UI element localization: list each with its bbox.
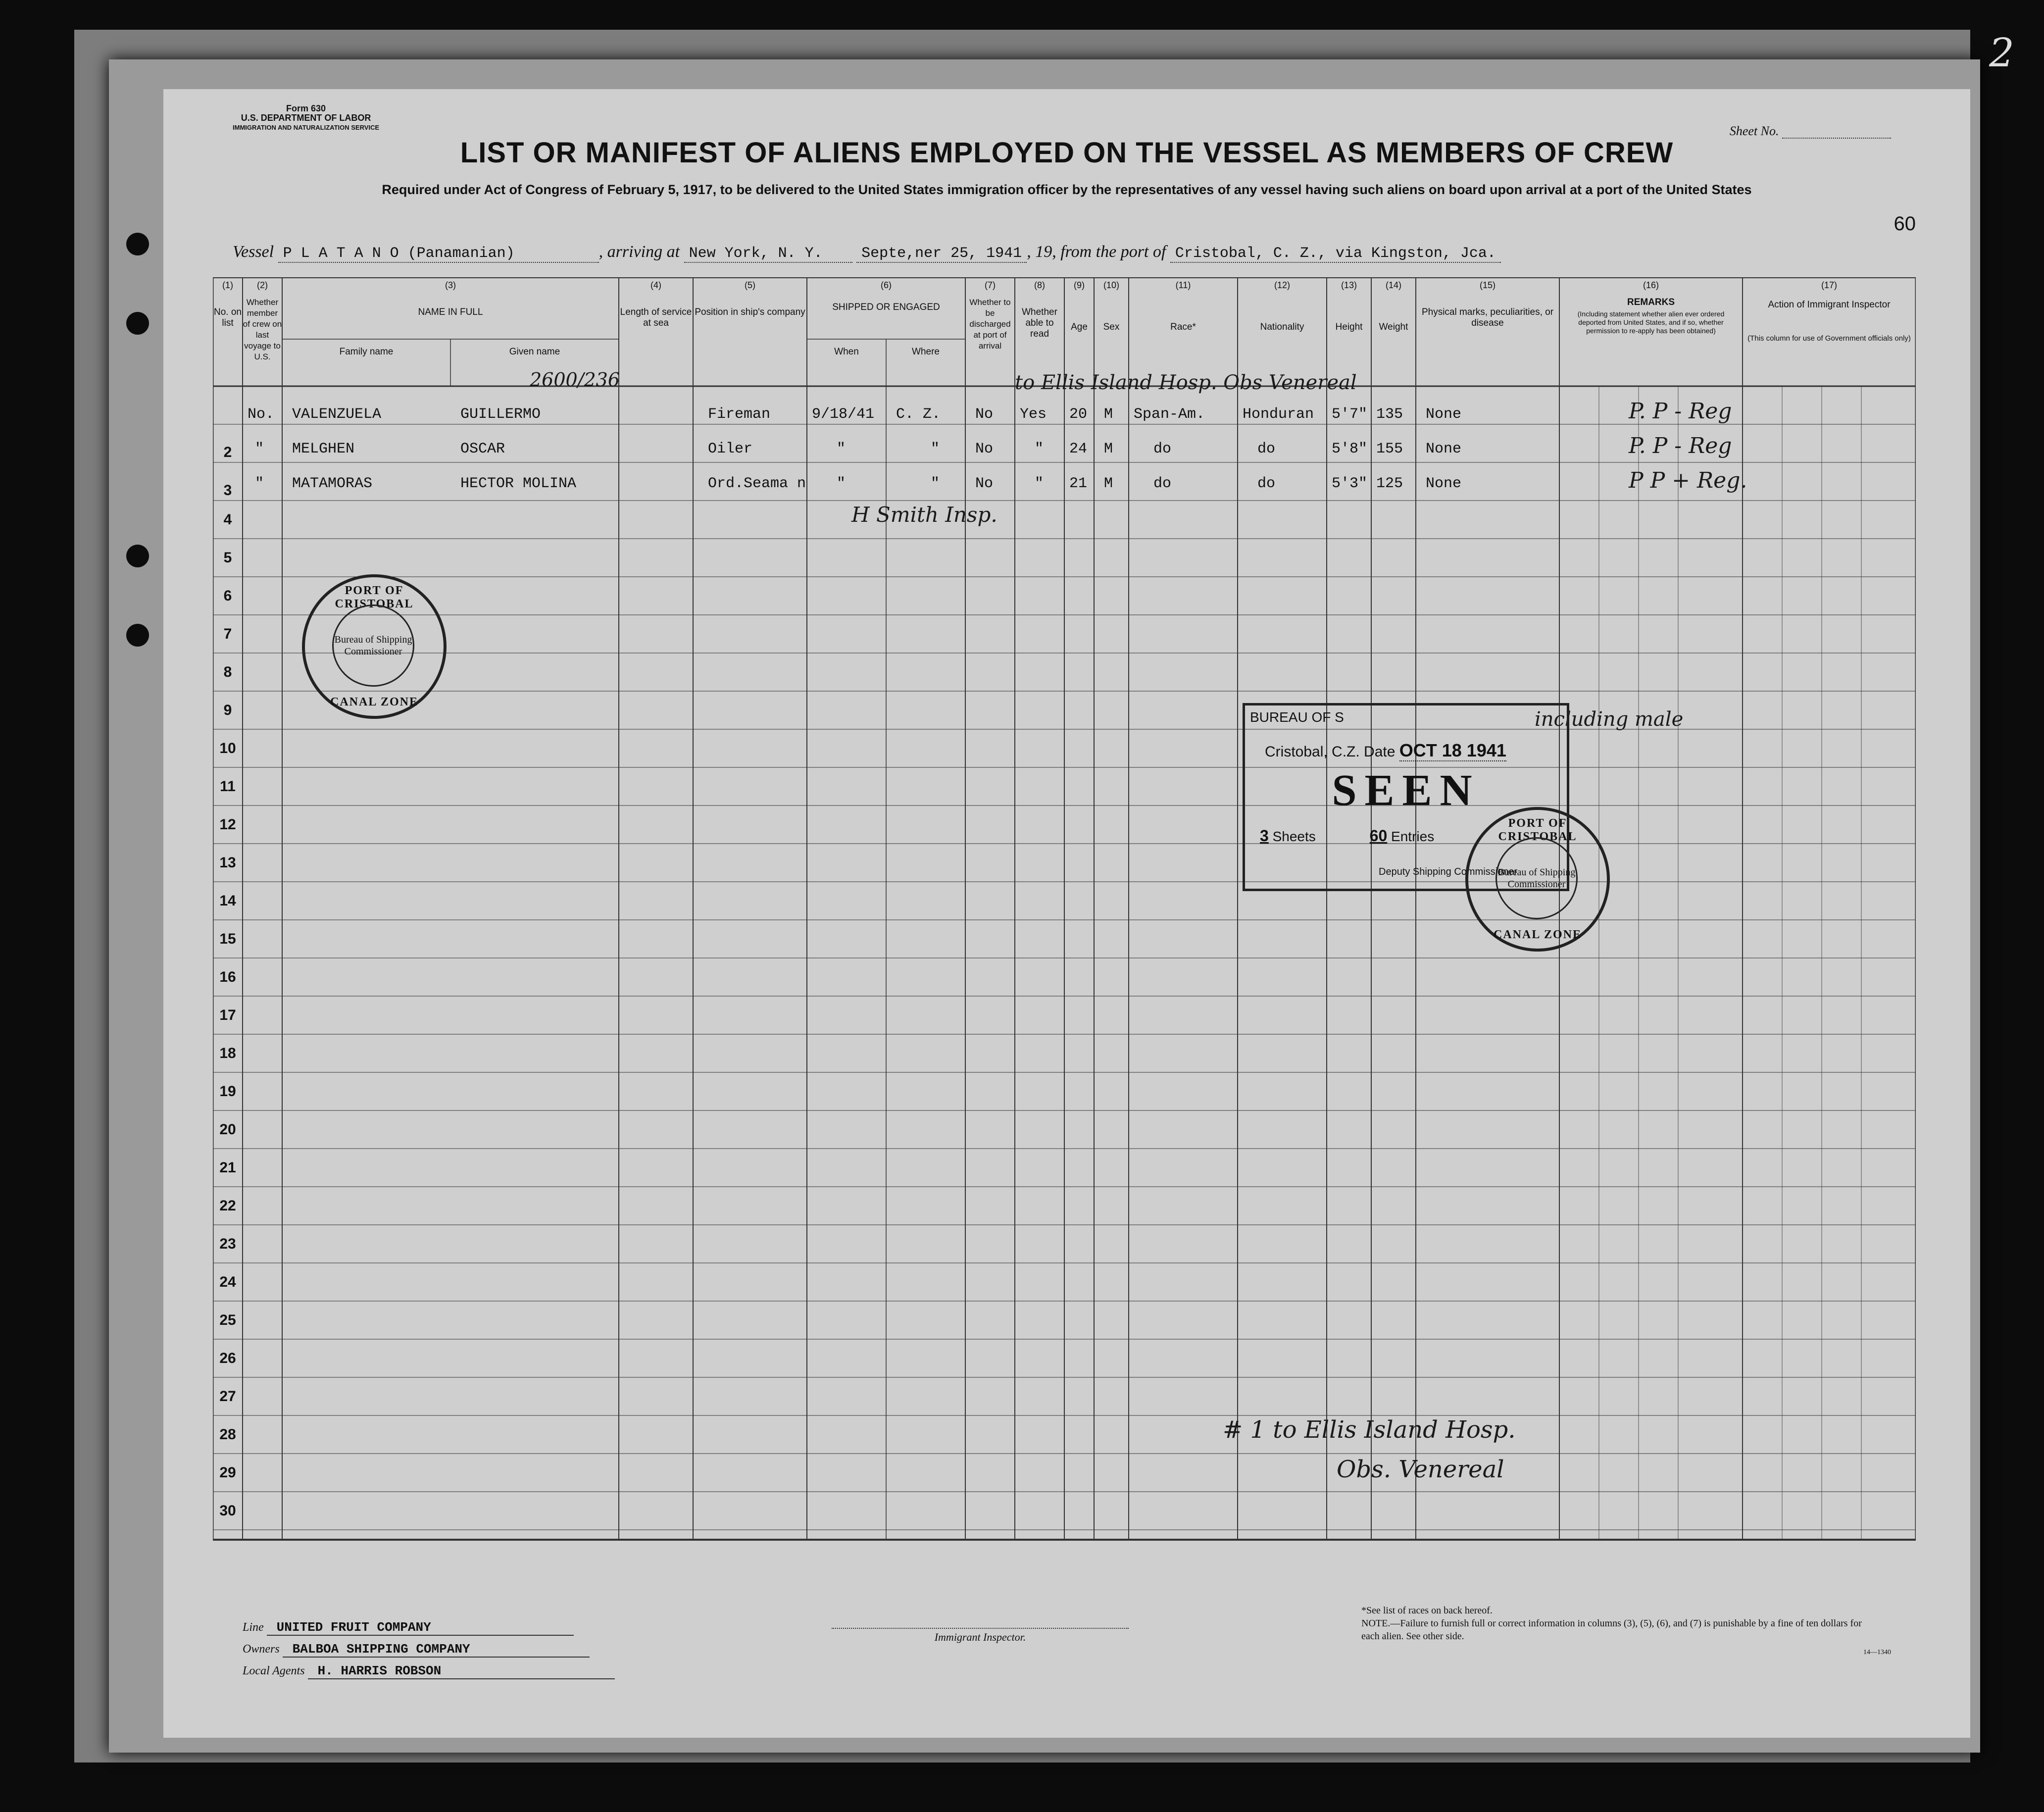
row-number: 12 (219, 816, 236, 833)
row-number: 28 (219, 1426, 236, 1443)
footer-notes (1361, 1604, 1881, 1643)
colnum-16: (16) (1643, 280, 1659, 290)
colnum-3: (3) (445, 280, 456, 290)
hdr-family-name: Family name (339, 347, 394, 357)
r3-position: Ord.Seama n (708, 475, 806, 492)
r1-position: Fireman (708, 406, 771, 423)
port-seal-left (302, 574, 447, 719)
vessel-line (233, 243, 1501, 262)
r2-family: MELGHEN (292, 441, 355, 457)
department: U.S. DEPARTMENT OF LABOR (241, 113, 371, 123)
stamp-sheets-label: Sheets (1272, 829, 1316, 844)
r3-family: MATAMORAS (292, 475, 373, 492)
r3-sex: M (1104, 475, 1113, 492)
row-number: 11 (220, 778, 236, 795)
r3-given: HECTOR MOLINA (460, 475, 577, 492)
handwritten-inspector-signature: H Smith Insp. (851, 503, 997, 527)
hdr-height: Height (1335, 322, 1363, 332)
hdr-physical-marks: Physical marks, peculiarities, or disease (1421, 307, 1554, 328)
hdr-name-in-full: NAME IN FULL (418, 307, 483, 317)
handwritten-bottom-line-2: Obs. Venereal (1337, 1456, 1504, 1483)
stamp-date: OCT 18 1941 (1399, 740, 1506, 760)
arrival-date: Septe,ner 25, 1941 (856, 245, 1027, 263)
r2-read: " (1035, 441, 1044, 457)
r3-remarks: P P + Reg. (1629, 468, 1747, 493)
hdr-given-name: Given name (509, 347, 560, 357)
hdr-shipped-engaged: SHIPPED OR ENGAGED (832, 302, 940, 312)
hdr-no-on-list: No. on list (214, 307, 242, 328)
page-number: 60 (1894, 213, 1916, 235)
row-number: 23 (219, 1236, 236, 1252)
r3-height: 5'3" (1332, 475, 1368, 492)
colnum-8: (8) (1034, 280, 1045, 290)
r2-race: do (1153, 441, 1172, 457)
seal-bottom-text: CANAL ZONE (1493, 928, 1582, 941)
r3-where: " (931, 475, 940, 492)
row-number: 16 (219, 969, 236, 985)
r2-given: OSCAR (460, 441, 505, 457)
seal-bottom-text: CANAL ZONE (330, 696, 419, 708)
row-number: 5 (223, 550, 232, 566)
r1-nationality: Honduran (1243, 406, 1314, 423)
hdr-able-to-read: Whether able to read (1022, 307, 1057, 339)
r3-weight: 125 (1376, 475, 1403, 492)
stamp-counts (1260, 827, 1434, 845)
r2-marks: None (1426, 441, 1462, 457)
hdr-length-of-service: Length of service at sea (620, 307, 692, 328)
row-number: 3 (223, 482, 232, 499)
row-number: 25 (219, 1312, 236, 1328)
r1-sex: M (1104, 406, 1113, 423)
row-number: 15 (219, 931, 236, 947)
row-number: 27 (219, 1388, 236, 1405)
hdr-remarks: REMARKS (1627, 297, 1675, 307)
stamp-seen: SEEN (1332, 766, 1480, 815)
arrival-port: New York, N. Y. (684, 245, 852, 263)
colnum-4: (4) (650, 280, 661, 290)
r2-prev: " (255, 441, 264, 457)
colnum-7: (7) (985, 280, 996, 290)
hdr-position: Position in ship's company (695, 307, 805, 317)
stamp-entries-label: Entries (1391, 829, 1435, 844)
hdr-race: Race* (1170, 322, 1196, 332)
row-number: 8 (223, 664, 232, 680)
row-number: 9 (223, 702, 232, 718)
service: IMMIGRATION AND NATURALIZATION SERVICE (233, 124, 380, 131)
row-number: 7 (223, 626, 232, 642)
r2-remarks: P. P - Reg (1629, 433, 1732, 458)
colnum-15: (15) (1479, 280, 1496, 290)
row-number: 6 (223, 588, 232, 604)
row-number: 10 (219, 740, 236, 756)
penalty-note: NOTE.—Failure to furnish full or correct information in columns (3), (5), (6), and (7) is punishable by a fine of ten dollars for each alien. See other side. (1361, 1618, 1862, 1642)
r3-read: " (1035, 475, 1044, 492)
binder-hole (126, 545, 149, 567)
binder-hole (126, 312, 149, 335)
row-number: 4 (223, 511, 232, 528)
row-number: 18 (219, 1045, 236, 1061)
row-number: 2 (223, 444, 232, 460)
stamp-entries-count: 60 (1369, 827, 1388, 845)
colnum-11: (11) (1175, 280, 1191, 290)
colnum-12: (12) (1274, 280, 1290, 290)
port-seal-right (1465, 807, 1610, 952)
from-label: , from the port of (1052, 243, 1166, 261)
r1-given: GUILLERMO (460, 406, 541, 423)
seal-inner-text: Bureau of Shipping Commissioner (332, 604, 414, 687)
form-title: LIST OR MANIFEST OF ALIENS EMPLOYED ON THE VESSEL AS MEMBERS OF CREW (460, 137, 1674, 169)
immigrant-inspector-line: Immigrant Inspector. (832, 1628, 1129, 1644)
handwritten-top-number: 2600/236 (530, 369, 620, 391)
r3-nationality: do (1257, 475, 1276, 492)
handwritten-bottom-line-1: # 1 to Ellis Island Hosp. (1223, 1416, 1516, 1444)
hdr-when: When (834, 347, 859, 357)
year-label: , 19 (1027, 243, 1052, 261)
hdr-discharged: Whether to be discharged at port of arrival (969, 298, 1011, 351)
hdr-action-note: (This column for use of Government officials only) (1747, 334, 1911, 343)
edge-number: 2 (1989, 30, 2014, 76)
seal-top-text: PORT OF CRISTOBAL (335, 584, 414, 610)
owners-value: BALBOA SHIPPING COMPANY (283, 1642, 590, 1658)
colnum-2: (2) (257, 280, 268, 290)
agents-value: H. HARRIS ROBSON (308, 1663, 615, 1679)
line-value: UNITED FRUIT COMPANY (267, 1620, 574, 1636)
r3-prev: " (255, 475, 264, 492)
line-label: Line (243, 1621, 264, 1634)
r2-where: " (931, 441, 940, 457)
stamp-place-label: Cristobal, C.Z. Date (1265, 744, 1396, 760)
r1-when: 9/18/41 (812, 406, 875, 423)
colnum-5: (5) (745, 280, 755, 290)
r1-family: VALENZUELA (292, 406, 382, 423)
handwritten-row1-note: to Ellis Island Hosp. Obs Venereal (1015, 371, 1357, 394)
footer-fields (243, 1616, 615, 1682)
hdr-action: Action of Immigrant Inspector (1768, 300, 1891, 310)
hdr-weight: Weight (1379, 322, 1408, 332)
seal-inner-text: Bureau of Shipping Commissioner (1496, 837, 1578, 919)
binder-hole (126, 233, 149, 255)
race-note: *See list of races on back hereof. (1361, 1605, 1493, 1616)
row-number: 14 (219, 893, 236, 909)
form-subtitle: Required under Act of Congress of February 5, 1917, to be delivered to the United States immigration officer by the representatives of any vessel having such aliens on board upon arrival at a port of the United States (382, 182, 1752, 197)
r2-when: " (837, 441, 846, 457)
hdr-previous-voyage: Whether member of crew on last voyage to U.S. (243, 298, 282, 361)
colnum-13: (13) (1341, 280, 1357, 290)
r2-age: 24 (1069, 441, 1088, 457)
row-number: 24 (219, 1274, 236, 1290)
form-header (233, 104, 379, 132)
crew-table (213, 277, 1916, 1614)
row-number: 22 (219, 1198, 236, 1214)
stamp-sheets-count: 3 (1260, 827, 1269, 845)
r2-position: Oiler (708, 441, 753, 457)
colnum-14: (14) (1385, 280, 1401, 290)
form-number: Form 630 (286, 103, 326, 113)
hdr-age: Age (1071, 322, 1088, 332)
print-code: 14—1340 (1863, 1649, 1891, 1656)
r2-height: 5'8" (1332, 441, 1368, 457)
r3-discharged: No (975, 475, 994, 492)
stamp-commissioner: Deputy Shipping Commissioner (1379, 866, 1518, 877)
sheet-no-label: Sheet No. (1729, 124, 1779, 138)
hdr-nationality: Nationality (1260, 322, 1304, 332)
vessel-label: Vessel (233, 243, 274, 261)
r1-race: Span-Am. (1134, 406, 1205, 423)
r1-height: 5'7" (1332, 406, 1368, 423)
r1-where: C. Z. (896, 406, 941, 423)
manifest-sheet (163, 89, 1970, 1738)
r2-discharged: No (975, 441, 994, 457)
r1-age: 20 (1069, 406, 1088, 423)
r2-weight: 155 (1376, 441, 1403, 457)
r1-prev: No. (248, 406, 275, 423)
row-number: 17 (219, 1007, 236, 1023)
colnum-9: (9) (1074, 280, 1085, 290)
stamp-date-line (1265, 740, 1506, 761)
row-number: 13 (219, 855, 236, 871)
colnum-1: (1) (222, 280, 233, 290)
r3-marks: None (1426, 475, 1462, 492)
row-number: 21 (219, 1159, 236, 1176)
r2-sex: M (1104, 441, 1113, 457)
r3-age: 21 (1069, 475, 1088, 492)
hdr-sex: Sex (1103, 322, 1120, 332)
handwritten-including: including male (1535, 708, 1684, 731)
r1-read: Yes (1020, 406, 1047, 423)
r1-discharged: No (975, 406, 994, 423)
row-number: 26 (219, 1350, 236, 1366)
hdr-where: Where (912, 347, 940, 357)
vessel-name: P L A T A N O (Panamanian) (278, 245, 599, 263)
hdr-remarks-note: (Including statement whether alien ever ordered deported from United States, and if so, whether permission to re-apply has been obtained) (1577, 310, 1725, 335)
row-number: 20 (219, 1121, 236, 1138)
colnum-17: (17) (1821, 280, 1837, 290)
r2-nationality: do (1257, 441, 1276, 457)
agents-label: Local Agents (243, 1664, 305, 1677)
r1-marks: None (1426, 406, 1462, 423)
colnum-6: (6) (881, 280, 892, 290)
seal-top-text: PORT OF CRISTOBAL (1498, 817, 1577, 843)
row-number: 19 (219, 1083, 236, 1100)
from-port: Cristobal, C. Z., via Kingston, Jca. (1170, 245, 1501, 263)
row-number: 29 (219, 1464, 236, 1481)
stamp-bureau: BUREAU OF S (1250, 709, 1344, 725)
arriving-label: , arriving at (598, 243, 680, 261)
r1-weight: 135 (1376, 406, 1403, 423)
owners-label: Owners (243, 1643, 280, 1656)
r1-remarks: P. P - Reg (1629, 399, 1732, 424)
row-number: 30 (219, 1503, 236, 1519)
binder-hole (126, 624, 149, 647)
r3-race: do (1153, 475, 1172, 492)
colnum-10: (10) (1103, 280, 1119, 290)
r3-when: " (837, 475, 846, 492)
